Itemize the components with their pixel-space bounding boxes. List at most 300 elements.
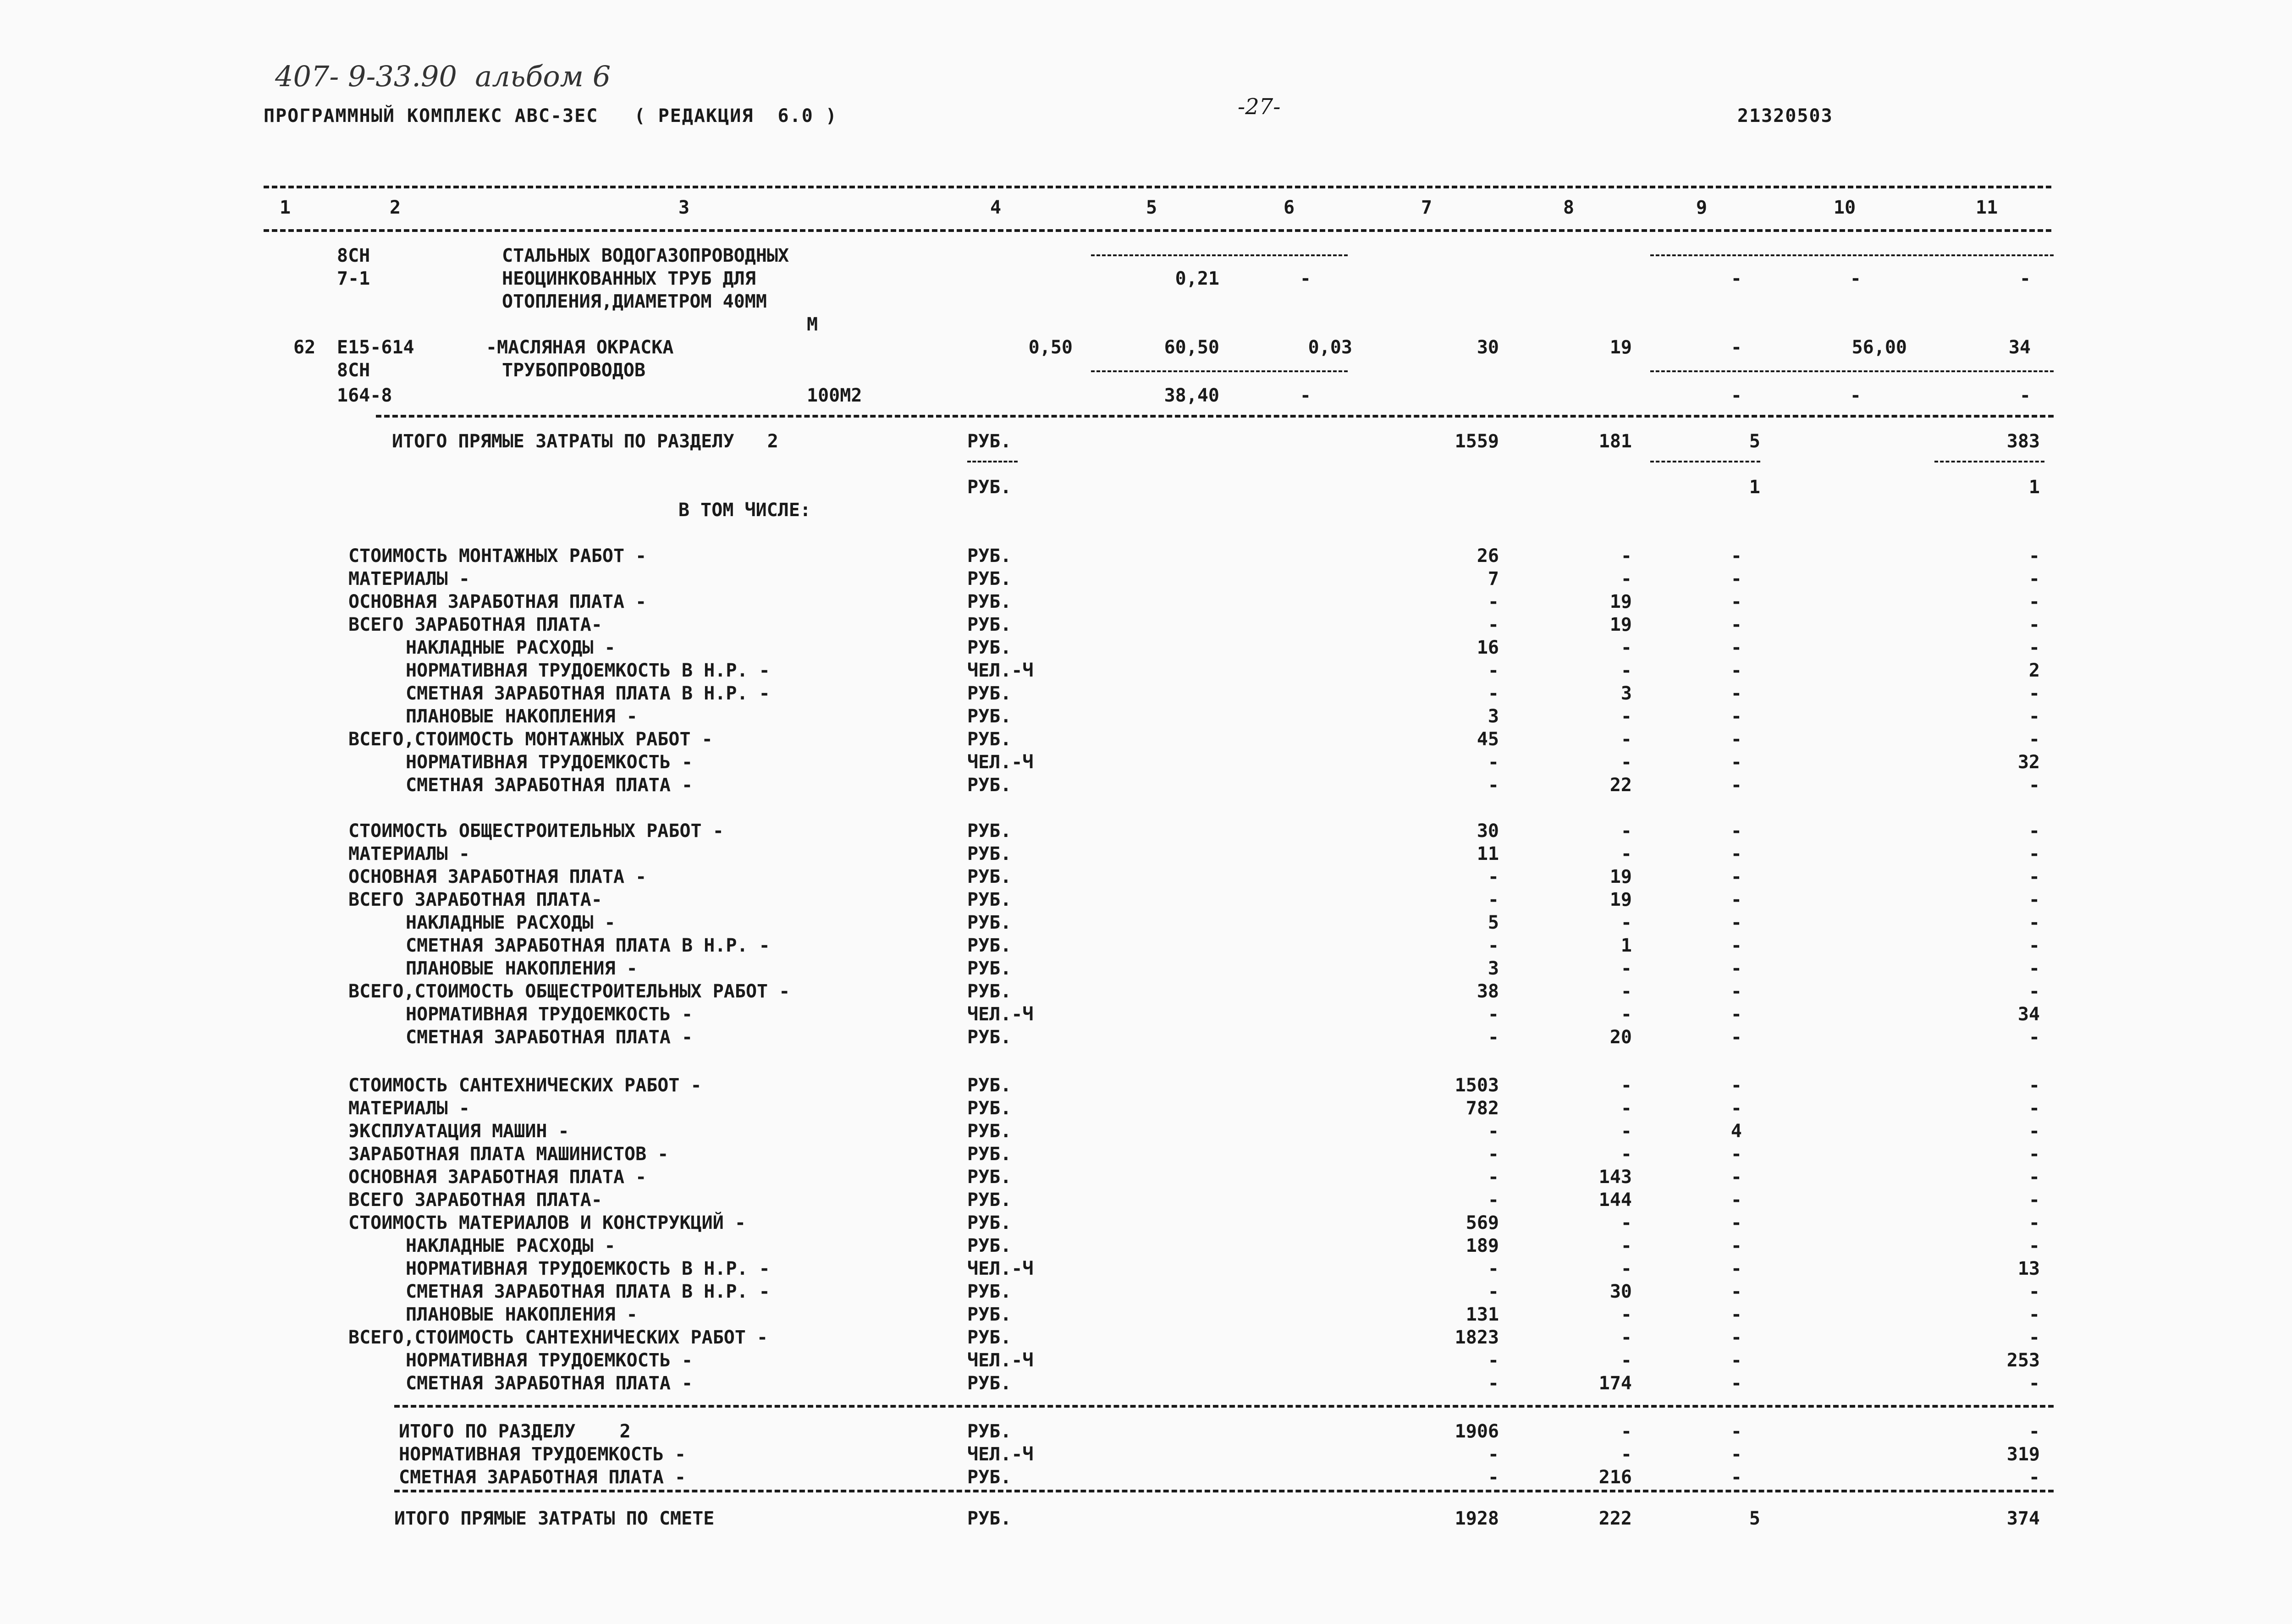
row-unit: РУБ.: [967, 912, 1012, 933]
item1-desc-line: СТАЛЬНЫХ ВОДОГАЗОПРОВОДНЫХ: [502, 245, 789, 266]
row-label: ВСЕГО,СТОИМОСТЬ ОБЩЕСТРОИТЕЛЬНЫХ РАБОТ -: [348, 981, 790, 1002]
row-c11: -: [2028, 1327, 2040, 1348]
row-unit: РУБ.: [967, 820, 1012, 842]
row-c11: -: [2028, 706, 2040, 727]
row-label: СМЕТНАЯ ЗАРАБОТНАЯ ПЛАТА -: [406, 775, 693, 796]
row-c7: 5: [1488, 912, 1499, 933]
row-c7: 11: [1477, 843, 1499, 864]
row-c11: -: [2028, 545, 2040, 567]
item2-unit: 100М2: [807, 385, 862, 406]
razdel-c8: 216: [1598, 1467, 1632, 1488]
row-c9: -: [1730, 683, 1742, 704]
item1-desc-line: М: [807, 314, 818, 335]
column-header-10: 10: [1834, 197, 1856, 218]
section-total-c7: 1559: [1455, 431, 1499, 452]
rule-grand-top: [394, 1490, 2054, 1492]
row-c11: -: [2028, 1027, 2040, 1048]
row-unit: РУБ.: [967, 706, 1012, 727]
row-c8: -: [1620, 1304, 1632, 1325]
row-label: НАКЛАДНЫЕ РАСХОДЫ -: [406, 1235, 616, 1256]
item2-rule: [1091, 370, 1348, 372]
row-label: СМЕТНАЯ ЗАРАБОТНАЯ ПЛАТА -: [406, 1027, 693, 1048]
row-label: ЭКСПЛУАТАЦИЯ МАШИН -: [348, 1121, 569, 1142]
row-label: НОРМАТИВНАЯ ТРУДОЕМКОСТЬ В Н.Р. -: [406, 1258, 770, 1279]
row-unit: РУБ.: [967, 1075, 1012, 1096]
grand-total-unit: РУБ.: [967, 1508, 1012, 1529]
row-unit: РУБ.: [967, 683, 1012, 704]
row-c9: -: [1730, 1327, 1742, 1348]
row-unit: РУБ.: [967, 1281, 1012, 1302]
row-c7: 7: [1488, 568, 1499, 589]
column-header-5: 5: [1146, 197, 1157, 218]
row-c9: -: [1730, 1212, 1742, 1233]
section-total-unit: РУБ.: [967, 431, 1012, 452]
section-total-rule: [1934, 461, 2044, 462]
handwritten-ref: 407- 9-33.90 альбом 6: [275, 60, 611, 93]
row-unit: РУБ.: [967, 729, 1012, 750]
row-c8: 30: [1609, 1281, 1632, 1302]
row-c8: -: [1620, 1350, 1632, 1371]
row-c9: -: [1730, 981, 1742, 1002]
row-c7: -: [1488, 614, 1499, 635]
row-unit: РУБ.: [967, 614, 1012, 635]
razdel-c9: -: [1730, 1444, 1742, 1465]
item2-c6b: -: [1300, 385, 1311, 406]
item2-c9b: -: [1730, 385, 1742, 406]
row-label: ВСЕГО ЗАРАБОТНАЯ ПЛАТА-: [348, 614, 602, 635]
razdel-c11: 319: [2006, 1444, 2040, 1465]
column-header-8: 8: [1563, 197, 1575, 218]
column-header-4: 4: [990, 197, 1002, 218]
row-label: МАТЕРИАЛЫ -: [348, 843, 470, 864]
row-label: ОСНОВНАЯ ЗАРАБОТНАЯ ПЛАТА -: [348, 1167, 647, 1188]
row-c8: 19: [1609, 866, 1632, 887]
row-c8: -: [1620, 568, 1632, 589]
row-c8: -: [1620, 1098, 1632, 1119]
row-c11: -: [2028, 1098, 2040, 1119]
row-label: СТОИМОСТЬ МОНТАЖНЫХ РАБОТ -: [348, 545, 647, 567]
row-c11: -: [2028, 843, 2040, 864]
row-unit: РУБ.: [967, 1167, 1012, 1188]
item2-c5b: 38,40: [1164, 385, 1219, 406]
razdel-unit: РУБ.: [967, 1421, 1012, 1442]
row-c9: -: [1730, 958, 1742, 979]
row-c8: -: [1620, 1235, 1632, 1256]
row-c8: -: [1620, 706, 1632, 727]
razdel-c8: -: [1620, 1444, 1632, 1465]
row-unit: РУБ.: [967, 637, 1012, 658]
row-c8: -: [1620, 981, 1632, 1002]
item2-code-line: 164-8: [337, 385, 392, 406]
row-c9: -: [1730, 889, 1742, 910]
row-c9: 4: [1730, 1121, 1742, 1142]
row-c8: -: [1620, 752, 1632, 773]
razdel-unit: ЧЕЛ.-Ч: [967, 1444, 1034, 1465]
row-c9: -: [1730, 1235, 1742, 1256]
row-c7: 26: [1477, 545, 1499, 567]
grand-total-c7: 1928: [1455, 1508, 1499, 1529]
razdel-c7: 1906: [1455, 1421, 1499, 1442]
item1-c11: -: [2019, 268, 2031, 289]
row-c7: 782: [1466, 1098, 1499, 1119]
item1-desc-line: НЕОЦИНКОВАННЫХ ТРУБ ДЛЯ: [502, 268, 756, 289]
row-c11: -: [2028, 889, 2040, 910]
item1-code-line: 8СН: [337, 245, 370, 266]
row-c11: -: [2028, 1373, 2040, 1394]
section-total-unit2: РУБ.: [967, 477, 1012, 498]
row-unit: РУБ.: [967, 775, 1012, 796]
section-total-c9: 5: [1749, 431, 1760, 452]
row-label: ВСЕГО,СТОИМОСТЬ САНТЕХНИЧЕСКИХ РАБОТ -: [348, 1327, 768, 1348]
row-label: СТОИМОСТЬ ОБЩЕСТРОИТЕЛЬНЫХ РАБОТ -: [348, 820, 724, 842]
column-header-7: 7: [1421, 197, 1432, 218]
row-label: ВСЕГО ЗАРАБОТНАЯ ПЛАТА-: [348, 889, 602, 910]
row-c7: 30: [1477, 820, 1499, 842]
row-c7: -: [1488, 1121, 1499, 1142]
item2-c4: 0,50: [1028, 337, 1073, 358]
row-label: СМЕТНАЯ ЗАРАБОТНАЯ ПЛАТА В Н.Р. -: [406, 935, 770, 956]
item2-c9a: -: [1730, 337, 1742, 358]
row-c9: -: [1730, 752, 1742, 773]
row-label: МАТЕРИАЛЫ -: [348, 1098, 470, 1119]
row-unit: РУБ.: [967, 935, 1012, 956]
row-c8: 1: [1620, 935, 1632, 956]
row-c7: -: [1488, 1144, 1499, 1165]
section-total-label: ИТОГО ПРЯМЫЕ ЗАТРАТЫ ПО РАЗДЕЛУ 2: [392, 431, 778, 452]
item1-c5: 0,21: [1175, 268, 1219, 289]
row-c9: -: [1730, 843, 1742, 864]
row-unit: РУБ.: [967, 843, 1012, 864]
row-unit: ЧЕЛ.-Ч: [967, 1258, 1034, 1279]
row-c9: -: [1730, 1144, 1742, 1165]
row-c7: -: [1488, 1350, 1499, 1371]
row-unit: ЧЕЛ.-Ч: [967, 1004, 1034, 1025]
row-unit: РУБ.: [967, 1327, 1012, 1348]
row-c7: -: [1488, 591, 1499, 612]
row-c11: -: [2028, 1304, 2040, 1325]
row-c9: -: [1730, 637, 1742, 658]
razdel-label: СМЕТНАЯ ЗАРАБОТНАЯ ПЛАТА -: [399, 1467, 686, 1488]
row-label: НАКЛАДНЫЕ РАСХОДЫ -: [406, 637, 616, 658]
row-c7: 45: [1477, 729, 1499, 750]
row-c11: -: [2028, 820, 2040, 842]
row-c8: 143: [1598, 1167, 1632, 1188]
row-c9: -: [1730, 706, 1742, 727]
row-c11: -: [2028, 729, 2040, 750]
row-c8: -: [1620, 660, 1632, 681]
row-unit: ЧЕЛ.-Ч: [967, 752, 1034, 773]
razdel-label: НОРМАТИВНАЯ ТРУДОЕМКОСТЬ -: [399, 1444, 686, 1465]
razdel-c9: -: [1730, 1467, 1742, 1488]
section-total-c11b: 1: [2028, 477, 2040, 498]
row-unit: РУБ.: [967, 1189, 1012, 1211]
item1-c9: -: [1730, 268, 1742, 289]
row-c9: -: [1730, 1281, 1742, 1302]
row-c7: -: [1488, 1281, 1499, 1302]
item1-c6: -: [1300, 268, 1311, 289]
row-c11: -: [2028, 1281, 2040, 1302]
row-unit: РУБ.: [967, 1373, 1012, 1394]
page-number: -27-: [1238, 94, 1281, 120]
item2-c8: 19: [1609, 337, 1632, 358]
row-c8: -: [1620, 729, 1632, 750]
row-c11: -: [2028, 1121, 2040, 1142]
row-c8: -: [1620, 1075, 1632, 1096]
item2-desc-line: -МАСЛЯНАЯ ОКРАСКА: [486, 337, 674, 358]
row-c8: -: [1620, 1004, 1632, 1025]
section-total-c9b: 1: [1749, 477, 1760, 498]
row-c9: -: [1730, 614, 1742, 635]
row-c7: -: [1488, 1167, 1499, 1188]
row-c9: -: [1730, 1189, 1742, 1211]
item1-rule: [1650, 254, 2054, 256]
row-unit: РУБ.: [967, 1098, 1012, 1119]
grand-total-c11: 374: [2006, 1508, 2040, 1529]
grand-total-c8: 222: [1598, 1508, 1632, 1529]
row-c7: -: [1488, 1373, 1499, 1394]
row-c11: -: [2028, 935, 2040, 956]
row-c8: -: [1620, 1121, 1632, 1142]
row-c8: -: [1620, 820, 1632, 842]
item2-desc-line: ТРУБОПРОВОДОВ: [502, 360, 646, 381]
row-c7: 3: [1488, 958, 1499, 979]
row-c11: -: [2028, 866, 2040, 887]
row-c11: -: [2028, 1189, 2040, 1211]
row-c9: -: [1730, 660, 1742, 681]
row-label: СТОИМОСТЬ САНТЕХНИЧЕСКИХ РАБОТ -: [348, 1075, 702, 1096]
row-c8: 19: [1609, 614, 1632, 635]
row-c7: 569: [1466, 1212, 1499, 1233]
row-c8: -: [1620, 958, 1632, 979]
row-unit: РУБ.: [967, 958, 1012, 979]
row-c8: 20: [1609, 1027, 1632, 1048]
row-label: ОСНОВНАЯ ЗАРАБОТНАЯ ПЛАТА -: [348, 591, 647, 612]
item1-code-line: 7-1: [337, 268, 370, 289]
razdel-c11: -: [2028, 1467, 2040, 1488]
row-c11: -: [2028, 591, 2040, 612]
row-label: НАКЛАДНЫЕ РАСХОДЫ -: [406, 912, 616, 933]
item1-rule: [1091, 254, 1348, 256]
row-c9: -: [1730, 1027, 1742, 1048]
item2-c10a: 56,00: [1851, 337, 1907, 358]
row-c9: -: [1730, 1304, 1742, 1325]
row-c8: -: [1620, 912, 1632, 933]
including-heading: В ТОМ ЧИСЛЕ:: [678, 500, 811, 521]
item1-desc-line: ОТОПЛЕНИЯ,ДИАМЕТРОМ 40ММ: [502, 291, 767, 312]
row-label: СМЕТНАЯ ЗАРАБОТНАЯ ПЛАТА В Н.Р. -: [406, 1281, 770, 1302]
item2-c11a: 34: [2008, 337, 2031, 358]
row-unit: РУБ.: [967, 545, 1012, 567]
row-c9: -: [1730, 1167, 1742, 1188]
row-c9: -: [1730, 775, 1742, 796]
row-c8: -: [1620, 1258, 1632, 1279]
doc-code: 21320503: [1737, 105, 1833, 127]
row-unit: ЧЕЛ.-Ч: [967, 1350, 1034, 1371]
row-label: ОСНОВНАЯ ЗАРАБОТНАЯ ПЛАТА -: [348, 866, 647, 887]
row-c7: 38: [1477, 981, 1499, 1002]
row-c8: 22: [1609, 775, 1632, 796]
row-c8: -: [1620, 843, 1632, 864]
row-c7: 1823: [1455, 1327, 1499, 1348]
row-c9: -: [1730, 1373, 1742, 1394]
row-c11: -: [2028, 683, 2040, 704]
row-c7: -: [1488, 889, 1499, 910]
row-c7: 189: [1466, 1235, 1499, 1256]
row-label: НОРМАТИВНАЯ ТРУДОЕМКОСТЬ В Н.Р. -: [406, 660, 770, 681]
item2-code-line: Е15-614: [337, 337, 414, 358]
item1-c10: -: [1850, 268, 1861, 289]
row-c8: -: [1620, 545, 1632, 567]
row-c11: -: [2028, 775, 2040, 796]
row-c7: -: [1488, 1258, 1499, 1279]
row-c9: -: [1730, 912, 1742, 933]
row-label: ПЛАНОВЫЕ НАКОПЛЕНИЯ -: [406, 1304, 638, 1325]
row-label: НОРМАТИВНАЯ ТРУДОЕМКОСТЬ -: [406, 752, 693, 773]
row-label: ЗАРАБОТНАЯ ПЛАТА МАШИНИСТОВ -: [348, 1144, 669, 1165]
section-total-c11: 383: [2006, 431, 2040, 452]
row-c8: 144: [1598, 1189, 1632, 1211]
row-c9: -: [1730, 1258, 1742, 1279]
section-total-rule: [1650, 461, 1760, 462]
row-c11: -: [2028, 614, 2040, 635]
row-c8: -: [1620, 1144, 1632, 1165]
row-label: ПЛАНОВЫЕ НАКОПЛЕНИЯ -: [406, 958, 638, 979]
row-c9: -: [1730, 866, 1742, 887]
row-unit: РУБ.: [967, 981, 1012, 1002]
item2-c11b: -: [2019, 385, 2031, 406]
column-header-9: 9: [1696, 197, 1708, 218]
row-label: СМЕТНАЯ ЗАРАБОТНАЯ ПЛАТА В Н.Р. -: [406, 683, 770, 704]
row-label: СТОИМОСТЬ МАТЕРИАЛОВ И КОНСТРУКЦИЙ -: [348, 1212, 746, 1233]
row-label: ПЛАНОВЫЕ НАКОПЛЕНИЯ -: [406, 706, 638, 727]
row-c11: -: [2028, 568, 2040, 589]
item2-c6a: 0,03: [1308, 337, 1352, 358]
row-c11: 34: [2017, 1004, 2040, 1025]
razdel-c11: -: [2028, 1421, 2040, 1442]
row-unit: РУБ.: [967, 1304, 1012, 1325]
row-c7: 3: [1488, 706, 1499, 727]
row-c9: -: [1730, 820, 1742, 842]
row-c11: -: [2028, 1144, 2040, 1165]
row-label: ВСЕГО,СТОИМОСТЬ МОНТАЖНЫХ РАБОТ -: [348, 729, 713, 750]
row-unit: РУБ.: [967, 1027, 1012, 1048]
row-c7: -: [1488, 660, 1499, 681]
column-header-1: 1: [280, 197, 291, 218]
razdel-c7: -: [1488, 1444, 1499, 1465]
razdel-c9: -: [1730, 1421, 1742, 1442]
row-label: НОРМАТИВНАЯ ТРУДОЕМКОСТЬ -: [406, 1350, 693, 1371]
row-c11: -: [2028, 912, 2040, 933]
row-c11: -: [2028, 1075, 2040, 1096]
item2-c5a: 60,50: [1164, 337, 1219, 358]
grand-total-c9: 5: [1749, 1508, 1760, 1529]
row-c11: 13: [2017, 1258, 2040, 1279]
row-c11: -: [2028, 981, 2040, 1002]
row-c11: 2: [2028, 660, 2040, 681]
column-header-6: 6: [1284, 197, 1295, 218]
row-c7: -: [1488, 775, 1499, 796]
section-total-unit-rule: [967, 461, 1018, 462]
item2-rule: [1650, 370, 2054, 372]
row-c8: -: [1620, 637, 1632, 658]
rule-header-bottom: [264, 229, 2051, 232]
row-unit: РУБ.: [967, 1121, 1012, 1142]
row-unit: РУБ.: [967, 591, 1012, 612]
row-c9: -: [1730, 1350, 1742, 1371]
row-c9: -: [1730, 1075, 1742, 1096]
item2-c10b: -: [1850, 385, 1861, 406]
row-c9: -: [1730, 545, 1742, 567]
row-unit: РУБ.: [967, 889, 1012, 910]
row-c8: 19: [1609, 591, 1632, 612]
row-c11: -: [2028, 958, 2040, 979]
row-c8: 3: [1620, 683, 1632, 704]
row-c7: 16: [1477, 637, 1499, 658]
column-header-3: 3: [678, 197, 690, 218]
item2-number: 62: [293, 337, 316, 358]
razdel-c7: -: [1488, 1467, 1499, 1488]
row-c8: 19: [1609, 889, 1632, 910]
row-c8: -: [1620, 1212, 1632, 1233]
razdel-unit: РУБ.: [967, 1467, 1012, 1488]
row-unit: РУБ.: [967, 866, 1012, 887]
rule-top: [264, 186, 2051, 188]
row-unit: РУБ.: [967, 1235, 1012, 1256]
row-label: НОРМАТИВНАЯ ТРУДОЕМКОСТЬ -: [406, 1004, 693, 1025]
row-unit: РУБ.: [967, 1212, 1012, 1233]
row-c8: -: [1620, 1327, 1632, 1348]
razdel-label: ИТОГО ПО РАЗДЕЛУ 2: [399, 1421, 631, 1442]
item2-c7: 30: [1477, 337, 1499, 358]
row-c7: -: [1488, 1027, 1499, 1048]
row-c8: 174: [1598, 1373, 1632, 1394]
row-c9: -: [1730, 935, 1742, 956]
row-c7: -: [1488, 866, 1499, 887]
row-c7: -: [1488, 1189, 1499, 1211]
section-total-c8: 181: [1598, 431, 1632, 452]
row-c11: 253: [2006, 1350, 2040, 1371]
row-c11: -: [2028, 1167, 2040, 1188]
grand-total-label: ИТОГО ПРЯМЫЕ ЗАТРАТЫ ПО СМЕТЕ: [394, 1508, 715, 1529]
row-c9: -: [1730, 591, 1742, 612]
row-c11: -: [2028, 1235, 2040, 1256]
row-c7: -: [1488, 683, 1499, 704]
row-unit: РУБ.: [967, 568, 1012, 589]
row-c9: -: [1730, 1004, 1742, 1025]
row-label: МАТЕРИАЛЫ -: [348, 568, 470, 589]
row-c7: -: [1488, 935, 1499, 956]
row-c11: 32: [2017, 752, 2040, 773]
row-label: СМЕТНАЯ ЗАРАБОТНАЯ ПЛАТА -: [406, 1373, 693, 1394]
column-header-11: 11: [1976, 197, 1998, 218]
program-header: ПРОГРАММНЫЙ КОМПЛЕКС АВС-3ЕС ( РЕДАКЦИЯ 6.0 ): [264, 105, 837, 127]
row-c7: -: [1488, 1004, 1499, 1025]
rule-section-total-top: [376, 415, 2054, 418]
row-unit: ЧЕЛ.-Ч: [967, 660, 1034, 681]
row-c7: -: [1488, 752, 1499, 773]
row-c11: -: [2028, 1212, 2040, 1233]
row-c11: -: [2028, 637, 2040, 658]
row-unit: РУБ.: [967, 1144, 1012, 1165]
column-header-2: 2: [390, 197, 401, 218]
item2-code-line: 8СН: [337, 360, 370, 381]
row-c7: 1503: [1455, 1075, 1499, 1096]
razdel-c8: -: [1620, 1421, 1632, 1442]
row-c7: 131: [1466, 1304, 1499, 1325]
row-label: ВСЕГО ЗАРАБОТНАЯ ПЛАТА-: [348, 1189, 602, 1211]
row-c9: -: [1730, 729, 1742, 750]
row-c9: -: [1730, 568, 1742, 589]
